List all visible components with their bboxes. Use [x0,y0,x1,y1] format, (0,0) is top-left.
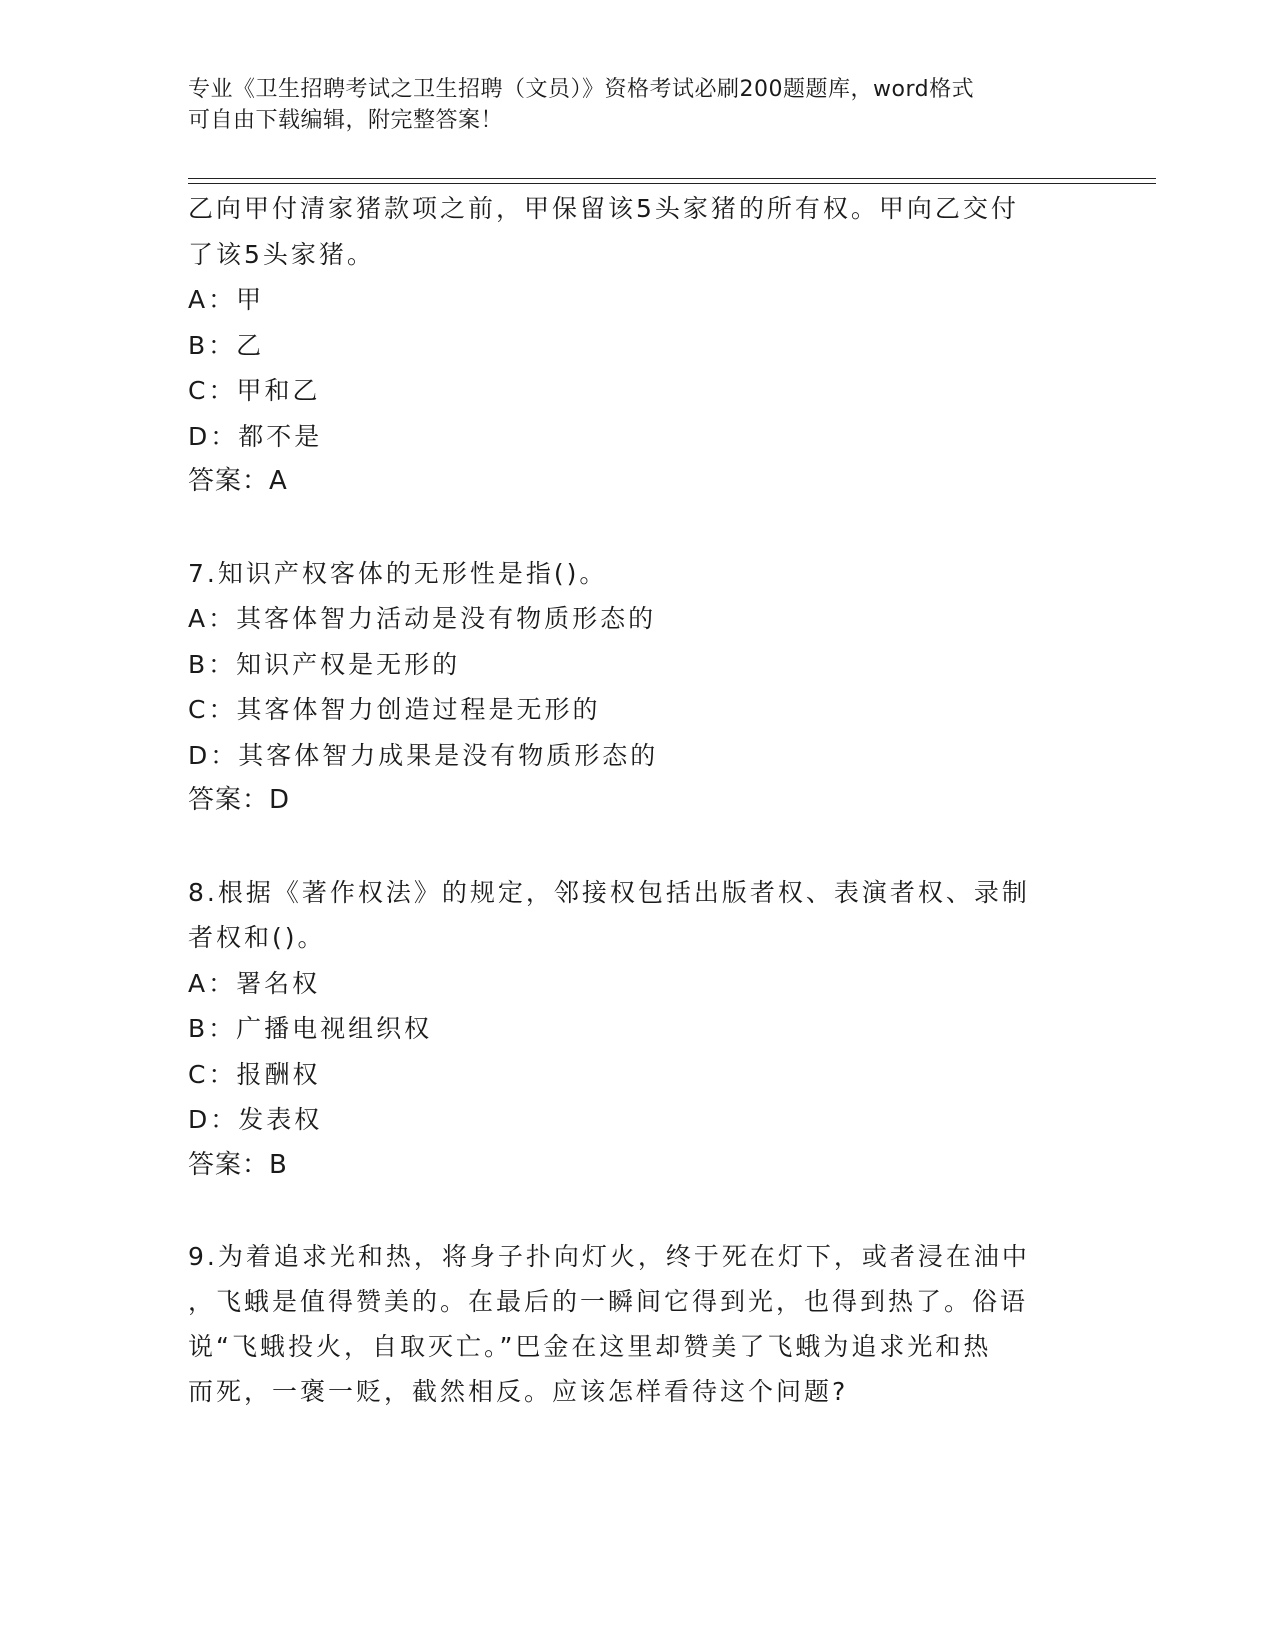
document-header [188,74,1088,136]
question-stem-line: 而死，一褒一贬，截然相反。应该怎样看待这个问题? [188,1377,849,1406]
option-a: A：署名权 [188,968,321,998]
header-rule-top [188,178,1156,179]
question-9 [188,1234,1068,1414]
option-b: B：乙 [188,330,265,360]
question-stem-line: 9.为着追求光和热，将身子扑向灯火，终于死在灯下，或者浸在油中 [188,1242,1030,1271]
header-line-2: 可自由下载编辑，附完整答案！ [188,108,504,133]
question-7 [188,551,1068,824]
question-stem-line: 7.知识产权客体的无形性是指()。 [188,558,608,588]
question-8 [188,870,1068,1189]
question-stem-line: 者权和()。 [188,923,326,952]
spacer [188,505,1068,551]
option-c: C：其客体智力创造过程是无形的 [188,695,601,724]
answer-label: 答案：D [188,785,291,815]
question-stem-line: ，飞蛾是值得赞美的。在最后的一瞬间它得到光，也得到热了。俗语 [188,1287,1029,1316]
option-c: C：甲和乙 [188,376,321,405]
option-a: A：其客体智力活动是没有物质形态的 [188,604,657,633]
option-b: B：知识产权是无形的 [188,649,461,679]
answer-label: 答案：B [188,1149,288,1180]
option-b: B：广播电视组织权 [188,1014,433,1043]
answer-label: 答案：A [188,466,288,496]
header-line-1: 专业《卫生招聘考试之卫生招聘（文员）》资格考试必刷200题题库，word格式 [188,77,975,102]
question-6 [188,186,1068,505]
option-d: D：都不是 [188,421,323,451]
option-a: A：甲 [188,285,265,314]
question-list [188,186,1068,1414]
spacer [188,1188,1068,1234]
spacer [188,824,1068,870]
question-stem-line: 了该5头家猪。 [188,239,375,269]
question-stem-line: 8.根据《著作权法》的规定，邻接权包括出版者权、表演者权、录制 [188,877,1030,907]
header-rule-bottom [188,183,1156,184]
option-d: D：发表权 [188,1105,323,1134]
option-c: C：报酬权 [188,1059,321,1089]
option-d: D：其客体智力成果是没有物质形态的 [188,740,659,770]
question-stem-line: 说“飞蛾投火，自取灭亡。”巴金在这里却赞美了飞蛾为追求光和热 [188,1332,992,1361]
question-stem-line: 乙向甲付清家猪款项之前，甲保留该5头家猪的所有权。甲向乙交付 [188,194,1019,223]
